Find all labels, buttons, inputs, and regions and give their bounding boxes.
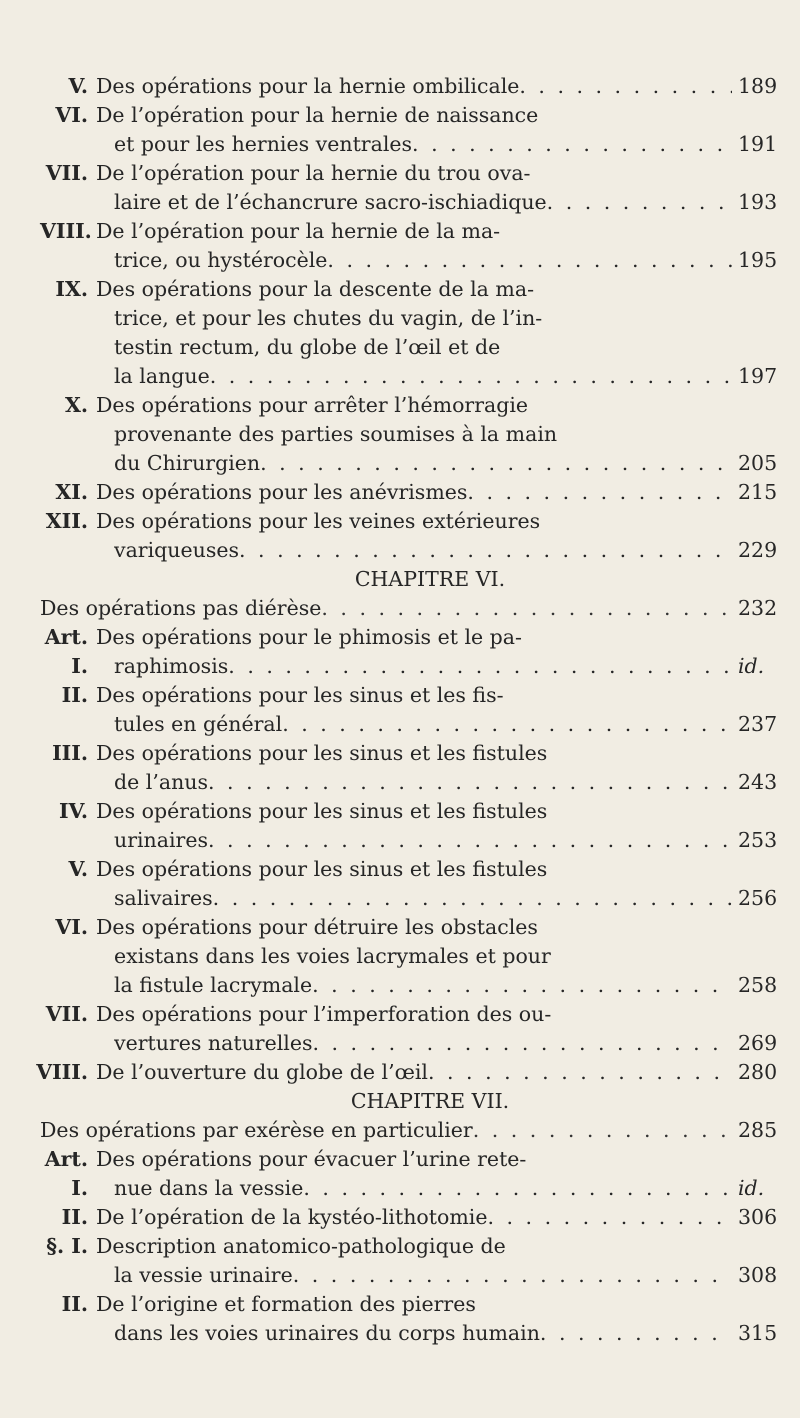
dot-leader — [467, 478, 732, 507]
entry-text-line: la langue — [114, 364, 210, 388]
dot-leader — [239, 536, 732, 565]
toc-entry — [0, 623, 800, 681]
page-number: 193 — [738, 190, 778, 214]
entry-text-line: Des opérations pour la descente de la ma- — [96, 277, 535, 301]
page-number: 308 — [738, 1263, 778, 1287]
entry-text-line: Des opérations pour détruire les obstacles — [96, 915, 538, 939]
entry-number: IX. — [55, 277, 88, 301]
entry-text-line: De l’opération pour la hernie de la ma- — [96, 219, 501, 243]
page-number: 269 — [738, 1031, 778, 1055]
dot-leader — [428, 1058, 732, 1087]
toc-entry — [0, 217, 800, 275]
entry-text-line: nue dans la vessie — [114, 1176, 304, 1200]
chapter-7-main-entry — [0, 1116, 800, 1145]
entry-text-line: De l’opération de la kystéo-lithotomie — [96, 1205, 488, 1229]
toc-entry — [0, 478, 800, 507]
toc-entry — [0, 1232, 800, 1290]
entry-number: V. — [68, 74, 88, 98]
dot-leader — [312, 971, 732, 1000]
entry-number: VIII. — [36, 1060, 88, 1084]
dot-leader — [547, 188, 732, 217]
page-number: 229 — [738, 538, 778, 562]
toc-entry — [0, 507, 800, 565]
page-number: 205 — [738, 451, 778, 475]
dot-leader — [208, 826, 732, 855]
toc-entry — [0, 391, 800, 478]
page-number: 306 — [738, 1205, 778, 1229]
dot-leader — [412, 130, 732, 159]
page-number: id. — [738, 1176, 765, 1200]
dot-leader — [208, 768, 732, 797]
page-number: 237 — [738, 712, 778, 736]
page-number: 243 — [738, 770, 778, 794]
entry-text-line: variqueuses — [114, 538, 239, 562]
page-number: id. — [738, 654, 765, 678]
dot-leader — [260, 449, 732, 478]
chapter-7-heading: CHAPITRE VII. — [350, 1089, 510, 1113]
entry-number: Art. I. — [44, 625, 88, 678]
entry-number: VII. — [45, 161, 88, 185]
entry-text-line: Description anatomico-pathologique de — [96, 1234, 506, 1258]
page-number: 215 — [738, 480, 778, 504]
dot-leader — [228, 652, 732, 681]
dot-leader — [327, 246, 732, 275]
entry-text-line: urinaires — [114, 828, 208, 852]
entry-number: II. — [61, 1205, 88, 1229]
entry-text-line: salivaires — [114, 886, 213, 910]
page-number: 195 — [738, 248, 778, 272]
toc-entry — [0, 913, 800, 1000]
entry-list-part-1 — [0, 72, 800, 565]
toc-entry — [0, 72, 800, 101]
page-number: 280 — [738, 1060, 778, 1084]
entry-text-line: De l’opération pour la hernie du trou ova- — [96, 161, 531, 185]
chapter-7-main-page: 285 — [738, 1118, 778, 1142]
entry-text-line: Des opérations pour les sinus et les fistules — [96, 741, 548, 765]
toc-entry — [0, 1203, 800, 1232]
toc-entry — [0, 1058, 800, 1087]
dot-leader — [210, 362, 732, 391]
page-number: 197 — [738, 364, 778, 388]
toc-entry — [0, 101, 800, 159]
page-number: 253 — [738, 828, 778, 852]
toc-entry — [0, 855, 800, 913]
dot-leader — [293, 1261, 732, 1290]
toc-entry — [0, 739, 800, 797]
toc-entry — [0, 275, 800, 391]
entry-number: VIII. — [40, 219, 92, 243]
page-number: 189 — [738, 74, 778, 98]
entry-number: IV. — [58, 799, 88, 823]
toc-entry — [0, 797, 800, 855]
toc-entry — [0, 159, 800, 217]
entry-text-line: raphimosis — [114, 654, 229, 678]
entry-text-line: Des opérations pour le phimosis et le pa- — [96, 625, 522, 649]
entry-text-line: Des opérations pour les sinus et les fis- — [96, 683, 504, 707]
entry-text-line: Des opérations pour arrêter l’hémorragie — [96, 393, 529, 417]
entry-text-line: la fistule lacrymale — [114, 973, 313, 997]
entry-number: §. I. — [46, 1234, 88, 1258]
chapter-6-main-label: Des opérations pas diérèse — [40, 596, 322, 620]
entry-text-line: vertures naturelles — [114, 1031, 313, 1055]
dot-leader — [519, 72, 732, 101]
entry-text-line: De l’opération pour la hernie de naissance — [96, 103, 539, 127]
entry-text-line: Des opérations pour la hernie ombilicale — [96, 74, 520, 98]
dot-leader — [312, 1029, 732, 1058]
entry-number: XII. — [45, 509, 88, 533]
entry-number: VII. — [45, 1002, 88, 1026]
entry-list-chapter-6 — [0, 623, 800, 1087]
entry-number: VI. — [55, 103, 88, 127]
entry-text-line: Des opérations pour évacuer l’urine rete- — [96, 1147, 527, 1171]
entry-number: II. — [61, 683, 88, 707]
entry-number: V. — [68, 857, 88, 881]
toc-entry — [0, 1145, 800, 1203]
chapter-6-main-page: 232 — [738, 596, 778, 620]
entry-number: XI. — [55, 480, 88, 504]
entry-number: VI. — [55, 915, 88, 939]
page-number: 258 — [738, 973, 778, 997]
toc-entry — [0, 1290, 800, 1348]
dot-leader — [540, 1319, 732, 1348]
entry-text-line: et pour les hernies ventrales — [114, 132, 413, 156]
entry-text-line: testin rectum, du globe de l’œil et de — [114, 335, 501, 359]
entry-list-chapter-7 — [0, 1145, 800, 1348]
chapter-7-main-label: Des opérations par exérèse en particulier — [40, 1118, 473, 1142]
table-of-contents — [0, 72, 800, 1348]
entry-text-line: De l’ouverture du globe de l’œil — [96, 1060, 428, 1084]
toc-entry — [0, 1000, 800, 1058]
entry-text-line: Des opérations pour les sinus et les fistules — [96, 799, 548, 823]
entry-text-line: Des opérations pour les veines extérieures — [96, 509, 541, 533]
dot-leader — [303, 1174, 732, 1203]
entry-text-line: tules en général — [114, 712, 283, 736]
entry-text-line: existans dans les voies lacrymales et pour — [114, 944, 551, 968]
entry-number: II. — [61, 1292, 88, 1316]
entry-number: III. — [52, 741, 88, 765]
dot-leader — [213, 884, 732, 913]
entry-text-line: provenante des parties soumises à la main — [114, 422, 558, 446]
entry-text-line: dans les voies urinaires du corps humain — [114, 1321, 540, 1345]
entry-number: X. — [64, 393, 88, 417]
entry-text-line: trice, ou hystérocèle — [114, 248, 328, 272]
dot-leader — [487, 1203, 732, 1232]
chapter-6-heading: CHAPITRE VI. — [354, 567, 506, 591]
chapter-6-main-entry — [0, 594, 800, 623]
entry-text-line: Des opérations pour les sinus et les fistules — [96, 857, 548, 881]
page-number: 191 — [738, 132, 778, 156]
entry-text-line: laire et de l’échancrure sacro-ischiadique — [114, 190, 547, 214]
entry-text-line: la vessie urinaire — [114, 1263, 293, 1287]
entry-number: Art. I. — [44, 1147, 88, 1200]
entry-text-line: Des opérations pour l’imperforation des ou- — [96, 1002, 552, 1026]
entry-text-line: Des opérations pour les anévrismes — [96, 480, 468, 504]
entry-text-line: du Chirurgien — [114, 451, 261, 475]
entry-text-line: trice, et pour les chutes du vagin, de l’in- — [114, 306, 543, 330]
entry-text-line: De l’origine et formation des pierres — [96, 1292, 476, 1316]
page-number: 256 — [738, 886, 778, 910]
toc-entry — [0, 681, 800, 739]
page-number: 315 — [738, 1321, 778, 1345]
dot-leader — [282, 710, 732, 739]
entry-text-line: de l’anus — [114, 770, 208, 794]
